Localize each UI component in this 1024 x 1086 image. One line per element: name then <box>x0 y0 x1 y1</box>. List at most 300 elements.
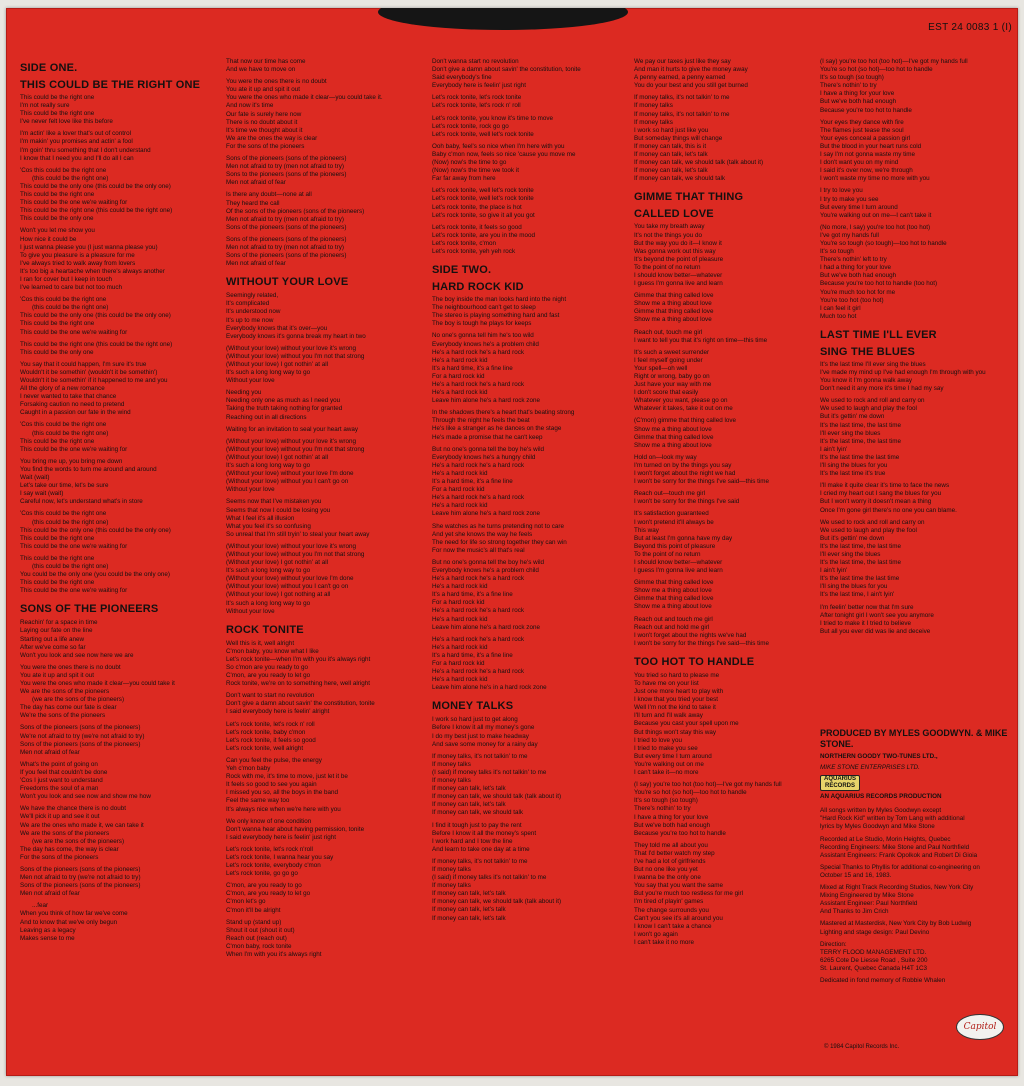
lyric-line: Let's rock tonite, I wanna hear you say <box>226 853 334 861</box>
lyric-line: Let's rock tonite—when I'm with you it's always right <box>226 655 371 663</box>
lyric-line: Men not afraid to try (men not afraid to try) <box>226 243 344 251</box>
lyric-line: Feel the same way too <box>226 797 290 805</box>
lyric-line: Right or wrong, baby go on <box>634 373 710 380</box>
lyric-line: 'Cos this could be the right one <box>20 296 107 304</box>
lyric-line: Show me a thing about love <box>634 587 712 595</box>
lyric-line: Assistant Engineer: Paul Northfield <box>820 900 918 908</box>
lyric-line: I work so hard just to get along <box>432 716 518 724</box>
lyric-line: I can feel it girl <box>820 304 861 312</box>
lyric-line: I work so hard just like you <box>634 126 709 134</box>
song-title: SONS OF THE PIONEERS <box>20 603 159 616</box>
lyric-line: If money can talk, this is it <box>634 142 707 150</box>
lyric-line: Far far away from here <box>432 175 496 183</box>
lyric-line: All songs written by Myles Goodwyn except <box>820 807 942 815</box>
lyric-line: But at least I'm gonna have my day <box>634 534 733 542</box>
lyric-line: Can you feel the pulse, the energy <box>226 756 322 764</box>
lyric-line: Let's rock tonite, the place is hot <box>432 203 522 211</box>
lyric-line: This could be the right one (this could be the right one) <box>20 207 173 215</box>
lyric-line: 6265 Cote De Liesse Road , Suite 200 <box>820 956 928 964</box>
lyric-line: To the point of no return <box>634 263 701 271</box>
lyric-line: Show me a thing about love <box>634 316 712 324</box>
lyric-line: But things won't stay this way <box>634 728 717 736</box>
lyric-line: Gimme that thing called love <box>634 595 714 603</box>
lyric-line: Everybody knows he's a hungry child <box>432 453 536 461</box>
lyric-line: You could be the only one (you could be the only one) <box>20 571 170 579</box>
lyric-line: It's such a long long way to go <box>226 369 311 377</box>
lyrics-column-4 <box>634 58 814 947</box>
lyric-line: There's nothin' left to try <box>820 256 887 264</box>
lyric-line: I've got my hands full <box>820 231 879 239</box>
lyric-line: And we have to move on <box>226 66 296 74</box>
lyric-line: But you're much too restless for me girl <box>634 890 743 898</box>
lyric-line: Don't want to start no revolution <box>226 692 315 700</box>
lyric-line: What I feel it's all illusion <box>226 514 295 522</box>
lyric-line: If money can talk, let's talk <box>432 914 506 922</box>
lyric-line: And yet she knows the way he feels <box>432 530 533 538</box>
song-title: SING THE BLUES <box>820 345 916 358</box>
lyric-line: We're the sons of the pioneers <box>20 712 106 720</box>
lyric-line: I know that you tried your best <box>634 696 719 704</box>
lyric-line: (Now) now's the time to go <box>432 159 507 167</box>
lyric-line: Recording Engineers: Mike Stone and Paul Northfield <box>820 843 970 851</box>
lyric-line: We used to rock and roll and carry on <box>820 518 925 526</box>
lyric-line: Show me a thing about love <box>634 603 712 611</box>
lyric-line: We used to rock and roll and carry on <box>820 397 925 405</box>
lyric-line: Without your love <box>226 377 275 385</box>
lyric-line: I won't pretend it'll always be <box>634 518 714 526</box>
lyric-line: Without your love <box>226 607 275 615</box>
lyric-line: I'm feelin' better now that I'm sure <box>820 603 914 611</box>
lyric-line: Let's rock tonite, well let's rock tonite <box>432 187 534 195</box>
lyric-line: TERRY FLOOD MANAGEMENT LTD. <box>820 948 927 956</box>
lyric-line: (Now) now's the time we took it <box>432 167 519 175</box>
lyric-line: Wouldn't it be somethin' if it happened to me and you <box>20 377 168 384</box>
lyric-line: Let's rock tonite, well let's rock tonite <box>432 195 534 203</box>
lyric-line: It's the last time, I ain't lyin' <box>820 591 895 599</box>
lyric-line: Let's rock tonite, well let's rock tonite <box>432 130 534 138</box>
lyric-line: Leave him alone he's a hard rock zone <box>432 510 540 518</box>
lyric-line: Freedoms the soul of a man <box>20 785 99 793</box>
lyric-line: I tried to make it I tried to believe <box>820 619 911 627</box>
lyric-line: (I say) you're too hot (too hot)—I've got my hands full <box>820 58 968 65</box>
lyric-line: This could be the right one <box>20 110 95 118</box>
lyric-line: The need for life so strong together they can win <box>432 538 567 546</box>
lyric-line: But no one's gonna tell the boy he's wild <box>432 558 544 566</box>
lyric-line: I'm goin' thru something that I don't understand <box>20 146 151 154</box>
lyric-line: He's like a stranger as he dances on the stage <box>432 425 562 433</box>
lyric-line: I won't be sorry for the things I've said—this time <box>634 639 770 647</box>
lyric-line: I've had a lot of girlfriends <box>634 857 706 865</box>
lyric-line: You ate it up and spit it out <box>20 671 94 679</box>
lyric-line: Don't wanna hear about having permission, tonite <box>226 825 365 833</box>
lyric-line: (I say) you're too hot (too hot)—I've got my hands full <box>634 781 782 789</box>
lyric-line: Won't you look and see now and show me how <box>20 793 151 801</box>
lyric-line: Said everybody's fine <box>432 74 492 82</box>
lyric-line: Well I'm not the kind to take it <box>634 704 716 712</box>
lyric-line: Reach out—touch me girl <box>634 490 706 498</box>
lyric-line: Gimme that thing called love <box>634 308 714 316</box>
lyric-line: It's time we thought about it <box>226 126 303 134</box>
lyric-line: If money can talk, we should talk (talk about it) <box>432 898 562 906</box>
lyric-line: Caught in a passion our fate in the wind <box>20 409 131 417</box>
lyrics-column-1 <box>20 58 214 943</box>
lyric-line: Everybody knows it's gonna break my heart in two <box>226 332 366 340</box>
lyric-line: I guess I'm gonna live and learn <box>634 280 723 288</box>
lyric-line: This could be the right one <box>20 437 95 445</box>
lyric-line: (Without your love) without your love I'm done <box>226 575 354 583</box>
lyric-line: To give you pleasure is a pleasure for me <box>20 251 135 259</box>
lyric-line: This could be the one we're waiting for <box>20 587 128 595</box>
lyric-line: This could be the one we're waiting for <box>20 199 128 207</box>
lyric-line: This could be the right one <box>20 191 95 199</box>
song-title: THIS COULD BE THE RIGHT ONE <box>20 79 201 91</box>
lyric-line: If money talks <box>432 760 471 768</box>
lyric-line: We only know of one condition <box>226 817 312 825</box>
lyric-line: Let's rock tonite, so give it all you got <box>432 211 535 219</box>
lyric-line: That now our time has come <box>226 58 306 65</box>
lyric-line: Hold on—look my way <box>634 453 697 461</box>
lyric-line: Let's rock tonite, let's rock tonite <box>432 94 522 102</box>
lyric-line: I won't forget about the nights we've had <box>634 631 747 639</box>
lyric-line: You ate it up and spit it out <box>226 86 300 94</box>
lyric-line: But all you ever did was lie and deceive <box>820 627 931 635</box>
lyric-line: (Without your love) without you I'm not that strong <box>226 352 365 360</box>
lyric-line: He's a hard rock he's a hard rock <box>432 635 525 643</box>
lyric-line: I said everybody here is feelin' just right <box>226 833 337 841</box>
lyric-line: (Without your love) without your love it's wrong <box>226 542 356 550</box>
lyric-line: The change surrounds you <box>634 906 709 914</box>
lyric-line: Leaving as a legacy <box>20 926 76 934</box>
lyric-line: There's nothin' to try <box>634 805 691 813</box>
lyric-line: Just have your way with me <box>634 381 712 389</box>
lyric-line: For a hard rock kid <box>432 660 485 667</box>
lyric-line: It's the last time it's true <box>820 470 886 478</box>
lyric-line: When you think of how far we've come <box>20 910 128 918</box>
lyric-line: Let's rock tonite, everybody c'mon <box>226 862 321 870</box>
lyric-line: But every time I turn around <box>634 752 712 760</box>
lyric-line: Dedicated in fond memory of Robbie Whalen <box>820 976 946 984</box>
lyric-line: I've made my mind up I've had enough I'm through with you <box>820 369 986 376</box>
lyric-line: It's a hard time, it's a fine line <box>432 364 513 372</box>
song-title: HARD ROCK KID <box>432 281 524 294</box>
lyric-line: If money talks <box>634 102 673 110</box>
lyric-line: Can't you see it's all around you <box>634 914 723 922</box>
song-title: WITHOUT YOUR LOVE <box>226 276 349 289</box>
lyric-line: But no one's gonna tell the boy he's wild <box>432 445 544 453</box>
lyric-line: Let's rock tonite, let's rock n' roll <box>226 720 315 728</box>
lyric-line: If money can talk, we should talk (talk about it) <box>634 159 764 167</box>
lyric-line: Leave him alone he's a hard rock zone <box>432 623 540 631</box>
lyric-line: Let's rock tonite, it feels so good <box>432 223 522 231</box>
lyric-line: C'mon, are you ready to go <box>226 882 302 890</box>
lyric-line: (Without your love) I got nothing at all <box>226 591 331 599</box>
lyric-line: This could be the only one (this could be the only one) <box>20 312 171 320</box>
lyric-line: I never wanted to take that chance <box>20 393 117 401</box>
lyric-line: (this could be the right one) <box>32 562 109 570</box>
lyric-line: But I won't worry it doesn't mean a thing <box>820 498 932 506</box>
lyric-line: 'Cos this could be the right one <box>20 166 107 174</box>
lyric-line: If money can talk, let's talk <box>432 890 506 898</box>
lyric-line: If money can talk, let's talk <box>432 801 506 809</box>
lyric-line: If money talks, it's not talkin' to me <box>432 857 528 865</box>
aquarius-records-logo: AQUARIUS RECORDS <box>820 775 860 791</box>
song-title: TOO HOT TO HANDLE <box>634 655 755 668</box>
lyric-line: If money talks <box>634 118 673 126</box>
lyric-line: Let's rock tonite, well alright <box>226 744 304 752</box>
lyric-line: Was gonna work out this way <box>634 247 716 255</box>
lyric-line: I say I'm not gonna waste my time <box>820 151 915 159</box>
lyric-line: He's a hard rock he's a hard rock <box>432 348 525 356</box>
lyric-line: I just wanna please you (I just wanna please you) <box>20 243 158 251</box>
lyric-line: If money can talk, we should talk <box>432 809 524 817</box>
lyric-line: It's the last time the last time <box>820 575 900 583</box>
lyric-line: I'll turn and I'll walk away <box>634 712 703 720</box>
lyric-line: I have a thing for your love <box>634 813 709 821</box>
lyric-line: It's always nice when we're here with you <box>226 805 341 813</box>
lyric-line: For a hard rock kid <box>432 599 485 607</box>
lyric-line: You're much too hot for me <box>820 288 896 296</box>
lyric-line: And to know that we've only begun <box>20 918 118 926</box>
lyric-line: Won't you look and see now here we are <box>20 651 134 659</box>
lyric-line: It's the last time, the last time <box>820 421 901 429</box>
lyric-line: If you feel that couldn't be done <box>20 768 108 776</box>
lyric-line: This could be the only one <box>20 215 94 223</box>
lyric-line: Shout it out (shout it out) <box>226 926 295 934</box>
lyric-line: It's a hard time, it's a fine line <box>432 651 513 659</box>
lyrics-column-2 <box>226 58 422 959</box>
lyric-line: I ain't lyin' <box>820 445 848 453</box>
lyric-line: You were the ones who made it clear—you could take it. <box>226 94 383 102</box>
lyric-line: Sons of the pioneers (sons of the pioneers) <box>20 865 141 873</box>
lyric-line: Whatever it takes, take it out on me <box>634 405 733 413</box>
lyric-line: Sons of the pioneers (sons of the pioneers) <box>20 882 141 890</box>
lyric-line: Careful now, let's understand what's in store <box>20 498 143 506</box>
lyric-line: Mixed at Right Track Recording Studios, New York City <box>820 884 974 892</box>
lyric-line: If money talks <box>432 882 471 890</box>
lyric-line: Sons of the pioneers (sons of the pioneers) <box>226 223 347 231</box>
lyrics-column-3 <box>432 58 628 923</box>
lyric-line: I don't score that easily <box>634 389 699 397</box>
lyric-line: All the glory of a new romance <box>20 385 105 393</box>
lyric-line: Leave him alone he's in a hard rock zone <box>432 684 547 692</box>
song-title: SIDE ONE. <box>20 62 78 74</box>
lyric-line: We have the chance there is no doubt <box>20 805 126 813</box>
lyric-line: I'll sing the blues for you <box>820 462 888 470</box>
lyric-line: But it's gettin' me down <box>820 534 885 542</box>
lyric-line: For a hard rock kid <box>432 372 485 380</box>
lyric-line: I've never felt love like this before <box>20 118 113 126</box>
lyric-line: It's not the things you do <box>634 231 703 239</box>
lyric-line: 'Cos this could be the right one <box>20 421 107 429</box>
lyric-line: I'm not really sure <box>20 102 70 110</box>
lyric-line: The stereo is playing something hard and fast <box>432 312 560 320</box>
lyric-line: He's a hard rock he's a hard rock <box>432 575 525 583</box>
lyric-line: lyrics by Myles Goodwyn and Mike Stone <box>820 823 935 831</box>
lyric-line: C'mon, are you ready to let go <box>226 672 311 680</box>
lyric-line: (Without your love) I got nothin' at all <box>226 559 329 567</box>
lyric-line: Don't give a damn about savin' the constitution, tonite <box>226 700 375 708</box>
lyric-line: Recorded at Le Studio, Morin Heights, Quebec <box>820 835 951 843</box>
lyric-line: I cried my heart out I sang the blues for you <box>820 490 942 498</box>
lyric-line: We are the sons of the pioneers <box>20 688 110 696</box>
lyric-line: She watches as he turns pretending not to care <box>432 522 564 530</box>
lyric-line: I find it tough just to pay the rent <box>432 821 522 829</box>
lyric-line: Wait (wait) <box>20 474 50 482</box>
lyric-line: He's a hard rock he's a hard rock <box>432 494 525 502</box>
lyric-line: I'm makin' you promises and actin' a fool <box>20 138 133 146</box>
lyric-line: I'll make it quite clear it's time to face the news <box>820 482 950 490</box>
lyric-line: If money can talk, let's talk <box>432 785 506 793</box>
lyric-line: (Without your love) without you I can't go on <box>226 478 349 486</box>
lyric-line: I work hard and I tow the line <box>432 837 513 845</box>
lyric-line: Men not afraid of fear <box>20 748 80 756</box>
lyric-line: I can't take it—no more <box>634 769 699 777</box>
lyric-line: You find the words to turn me around and around <box>20 465 157 473</box>
lyric-line: I have a thing for your love <box>820 90 895 98</box>
lyric-line: Show me a thing about love <box>634 425 712 433</box>
lyric-line: If money talks <box>432 865 471 873</box>
lyric-line: Seems that now I could be losing you <box>226 506 331 514</box>
lyric-line: Gimme that thing called love <box>634 579 714 587</box>
credit-lines <box>820 807 1016 985</box>
lyric-line: Sons of the pioneers (sons of the pioneers) <box>20 740 141 748</box>
lyric-line: Starting out a life anew <box>20 635 85 643</box>
lyric-line: It's such a long long way to go <box>226 599 311 607</box>
lyric-line: Needing you <box>226 389 262 397</box>
lyric-line: He's a hard rock kid <box>432 615 488 623</box>
lyric-line: I ain't lyin' <box>820 567 848 575</box>
lyric-line: We pay our taxes just like they say <box>634 58 731 65</box>
lyric-line: He's a hard rock kid <box>432 469 488 477</box>
producer-credit: PRODUCED BY MYLES GOODWYN. & MIKE STONE. <box>820 728 1008 749</box>
lyric-line: I know I can't take a chance <box>634 922 712 930</box>
lyric-line: Stand up (stand up) <box>226 918 282 926</box>
lyric-line: Mixing Engineered by Mike Stone <box>820 892 914 900</box>
lyric-line: If money can talk, let's talk <box>634 167 708 175</box>
lyric-line: This could be the only one (this could be the only one) <box>20 526 171 534</box>
lyric-line: I'm actin' like a lover that's out of control <box>20 130 132 138</box>
lyric-line: 'Cos I just want to understand <box>20 777 103 785</box>
lyric-line: C'mon let's go <box>226 898 266 906</box>
lyric-line: October 15 and 16, 1983. <box>820 871 892 879</box>
song-title: ROCK TONITE <box>226 623 304 636</box>
lyric-line: You say that you want the same <box>634 882 724 890</box>
lyric-line: But every time I turn around <box>820 203 898 211</box>
lyric-line: It's the last time, the last time <box>820 559 901 567</box>
lyric-line: He's a hard rock kid <box>432 356 488 364</box>
lyric-line: Let's rock tonite, yeh yeh rock <box>432 247 516 255</box>
lyric-line: Lighting and stage design: Paul Devino <box>820 928 930 936</box>
lyric-line: This could be the only one (this could be the only one) <box>20 182 171 190</box>
lyric-line: Is there any doubt—none at all <box>226 191 312 199</box>
lyric-line: I know that I need you and I'll do all I can <box>20 154 134 162</box>
lyric-line: It's complicated <box>226 300 270 308</box>
lyric-line: But no one like you yet <box>634 866 698 874</box>
lyric-line: For the sons of the pioneers <box>226 142 305 150</box>
lyric-line: Sons to the pioneers (sons of the pioneers) <box>226 171 347 179</box>
lyric-line: Let's rock tonite, go go go <box>226 870 298 878</box>
lyric-line: You do your best and you still get burned <box>634 82 748 90</box>
lyric-line: Well this is it, well alright <box>226 639 295 647</box>
lyric-line: It feels so good to see you again <box>226 781 317 789</box>
lyric-line: Seemingly related, <box>226 292 279 300</box>
lyric-line: We'll pick it up and see it out <box>20 813 100 821</box>
lyric-line: Gimme that thing called love <box>634 433 714 441</box>
lyric-line: You're so tough (so tough)—too hot to handle <box>820 239 947 247</box>
lyric-line: He's a hard rock he's a hard rock <box>432 668 525 676</box>
lyric-line: To have me on your list <box>634 680 699 687</box>
lyric-line: You're walking out on me—I can't take it <box>820 211 932 219</box>
lyric-line: Everybody knows that it's over—you <box>226 324 328 332</box>
lyric-line: Reach out, touch me girl <box>634 328 703 336</box>
lyric-line: "Hard Rock Kid" written by Tom Lang with additional <box>820 815 965 823</box>
lyric-line: Let's rock tonite, it feels so good <box>226 736 316 744</box>
lyric-line: If money can talk, we should talk (talk about it) <box>432 793 562 801</box>
lyric-line: Waiting for an invitation to seal your heart away <box>226 425 359 433</box>
lyric-line: Reaching out in all directions <box>226 413 307 421</box>
lyric-line: The boy inside the man looks hard into the night <box>432 296 567 304</box>
lyric-line: This could be the right one <box>20 320 95 328</box>
lyric-line: But the way you do it—I know it <box>634 239 722 247</box>
lyric-line: (this could be the right one) <box>32 429 109 437</box>
lyric-line: C'mon baby, you know what I like <box>226 647 319 655</box>
lyric-line: Show me a thing about love <box>634 300 712 308</box>
lyric-line: I said everybody here is feelin' alright <box>226 708 330 716</box>
lyric-line: In the shadows there's a heart that's beating strong <box>432 409 575 417</box>
lyric-line: I won't be sorry for the things I've said—this time <box>634 478 770 486</box>
lyric-line: We're not afraid to try (we're not afraid to try) <box>20 732 145 740</box>
lyric-line: Assistant Engineers: Frank Opolkok and Robert Di Gioia <box>820 851 978 859</box>
lyric-line: Sons of the pioneers (sons of the pioneers) <box>226 155 347 163</box>
lyric-line: (I said) if money talks it's not talkin' to me <box>432 874 547 882</box>
lyric-line: Rock tonite, we're on to something here, well alright <box>226 680 371 688</box>
lyric-line: You're so hot (so hot)—too hot to handle <box>820 66 933 74</box>
lyric-line: Let's rock tonite, let's rock n'roll <box>226 845 313 853</box>
lyric-line: I don't want you on my mind <box>820 159 899 167</box>
lyric-line: He's a hard rock kid <box>432 502 488 510</box>
lyric-line: This could be the right one <box>20 554 95 562</box>
lyric-line: He's a hard rock kid <box>432 389 488 397</box>
lyric-line: That I'd better watch my step <box>634 849 715 857</box>
lyric-line: It's such a sweet surrender <box>634 348 710 356</box>
lyric-line: He's a hard rock he's a hard rock <box>432 461 525 469</box>
lyric-line: It's satisfaction guaranteed <box>634 510 709 518</box>
lyric-line: If money can talk, let's talk <box>634 151 708 159</box>
lyric-line: This could be the one we're waiting for <box>20 328 128 336</box>
lyric-line: Don't wanna start no revolution <box>432 58 519 65</box>
lyric-line: Rock with me, it's time to move, just let it be <box>226 773 348 781</box>
lyric-line: The neighbourhood can't get to sleep <box>432 304 536 312</box>
lyric-line: The boy is tough he plays for keeps <box>432 320 532 328</box>
lyric-line: It's the last time I'll ever sing the blues <box>820 360 926 368</box>
lyric-line: It's understood now <box>226 308 281 316</box>
lyric-line: Of the sons of the pioneers (sons of the pioneers) <box>226 207 365 215</box>
lyric-line: (Without your love) without you I'm not that strong <box>226 550 365 558</box>
lyric-line: Let's rock tonite, c'mon <box>432 239 497 247</box>
publisher-2: MIKE STONE ENTERPRISES LTD. <box>820 764 920 772</box>
lyric-line: Let's rock tonite, let's rock n' roll <box>432 102 521 110</box>
lyric-line: I won't be sorry for the things I've said <box>634 498 740 506</box>
lyric-line: (this could be the right one) <box>32 518 109 526</box>
lyric-line: Reach out (reach out) <box>226 934 287 942</box>
lyric-line: If money talks, it's not talkin' to me <box>634 94 730 102</box>
lyric-line: Men not afraid of fear <box>226 260 286 268</box>
lyric-line: He's a hard rock kid <box>432 643 488 651</box>
lyric-line: And save some money for a rainy day <box>432 740 538 748</box>
song-title: SIDE TWO. <box>432 264 492 277</box>
lyric-line: 'Cos this could be the right one <box>20 510 107 518</box>
lyric-line: Through the night he feels the beat <box>432 417 530 425</box>
